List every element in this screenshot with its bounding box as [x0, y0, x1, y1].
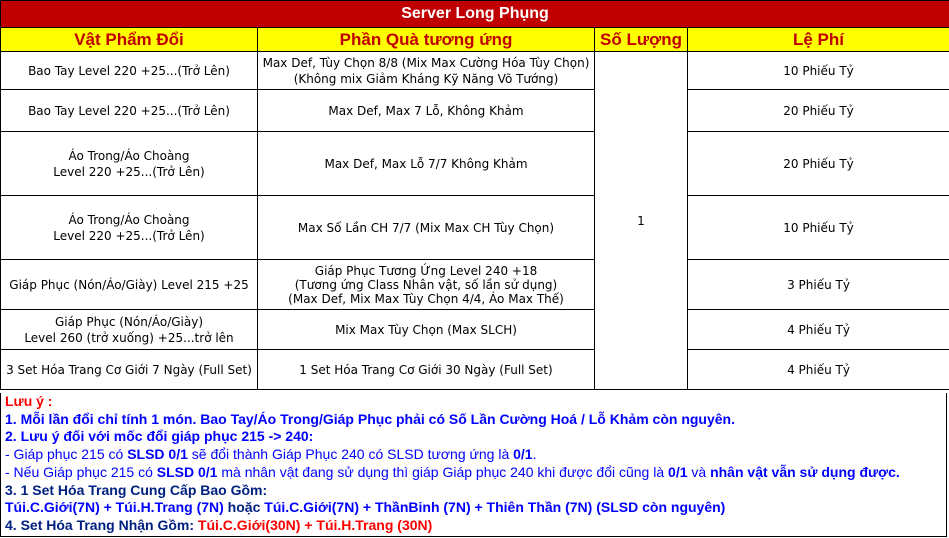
header-quantity: Số Lượng: [595, 28, 688, 52]
reward-cell: 1 Set Hóa Trang Cơ Giới 30 Ngày (Full Set): [258, 350, 595, 390]
fee-cell: 10 Phiếu Tỷ: [688, 196, 949, 260]
header-row: [1, 28, 949, 52]
item-cell: Bao Tay Level 220 +25...(Trở Lên): [1, 52, 258, 90]
fee-cell: 4 Phiếu Tỷ: [688, 350, 949, 390]
notes-section: [0, 393, 947, 537]
note-4: 4. Set Hóa Trang Nhận Gồm: Túi.C.Giới(30N) + Túi.H.Trang (30N): [5, 516, 433, 533]
reward-cell: Max Def, Max 7 Lỗ, Không Khảm: [258, 90, 595, 132]
quantity-cell: 1: [595, 52, 688, 390]
fee-cell: 20 Phiếu Tỷ: [688, 132, 949, 196]
table-row: [1, 52, 949, 90]
note-2: 2. Lưu ý đối với mốc đổi giáp phục 215 -> 240:: [5, 428, 314, 445]
table-row: [1, 132, 949, 196]
fee-cell: 4 Phiếu Tỷ: [688, 310, 949, 350]
reward-cell: Max Def, Tùy Chọn 8/8 (Mix Max Cường Hóa Tùy Chọn) (Không mix Giảm Kháng Kỹ Năng Võ Tướng): [258, 52, 595, 90]
item-cell: Giáp Phục (Nón/Áo/Giày) Level 260 (trở xuống) +25...trở lên: [1, 310, 258, 350]
table-row: [1, 310, 949, 350]
table-title: Server Long Phụng: [1, 1, 949, 28]
table-row: [1, 260, 949, 310]
fee-cell: 10 Phiếu Tỷ: [688, 52, 949, 90]
fee-cell: 3 Phiếu Tỷ: [688, 260, 949, 310]
note-1: 1. Mỗi lần đổi chỉ tính 1 món. Bao Tay/Áo Trong/Giáp Phục phải có Số Lần Cường Hoá / Lỗ Khảm còn nguyên.: [5, 410, 735, 427]
item-cell: Áo Trong/Áo Choàng Level 220 +25...(Trở Lên): [1, 132, 258, 196]
reward-cell: Max Số Lần CH 7/7 (Mix Max CH Tùy Chọn): [258, 196, 595, 260]
header-item: Vật Phẩm Đổi: [1, 28, 258, 52]
reward-cell: Mix Max Tùy Chọn (Max SLCH): [258, 310, 595, 350]
table-row: [1, 196, 949, 260]
table-row: [1, 90, 949, 132]
item-cell: Bao Tay Level 220 +25...(Trở Lên): [1, 90, 258, 132]
title-row: [1, 1, 949, 28]
note-2a: - Giáp phục 215 có SLSD 0/1 sẽ đổi thành Giáp Phục 240 có SLSD tương ứng là 0/1.: [5, 446, 537, 463]
notes-heading: Lưu ý :: [5, 393, 53, 409]
item-cell: 3 Set Hóa Trang Cơ Giới 7 Ngày (Full Set): [1, 350, 258, 390]
fee-cell: 20 Phiếu Tỷ: [688, 90, 949, 132]
table-row: [1, 350, 949, 390]
note-3a: Túi.C.Giới(7N) + Túi.H.Trang (7N) hoặc Túi.C.Giới(7N) + ThầnBinh (7N) + Thiên Thần (7N) (SLSD còn nguyên): [5, 499, 726, 516]
item-cell: Giáp Phục (Nón/Áo/Giày) Level 215 +25: [1, 260, 258, 310]
reward-cell: Max Def, Max Lỗ 7/7 Không Khảm: [258, 132, 595, 196]
reward-cell: Giáp Phục Tương Ứng Level 240 +18 (Tương ứng Class Nhân vật, số lần sử dụng) (Max Def, Mix Max Tùy Chọn 4/4, Áo Max Thế): [258, 260, 595, 310]
note-2b: - Nếu Giáp phục 215 có SLSD 0/1 mà nhân vật đang sử dụng thì giáp Giáp phục 240 khi được đổi cũng là 0/1 và nhân vật vẫn sử dụng được.: [5, 463, 900, 480]
item-cell: Áo Trong/Áo Choàng Level 220 +25...(Trở Lên): [1, 196, 258, 260]
note-3: 3. 1 Set Hóa Trang Cung Cấp Bao Gồm:: [5, 481, 268, 498]
header-reward: Phần Quà tương ứng: [258, 28, 595, 52]
header-fee: Lệ Phí: [688, 28, 949, 52]
